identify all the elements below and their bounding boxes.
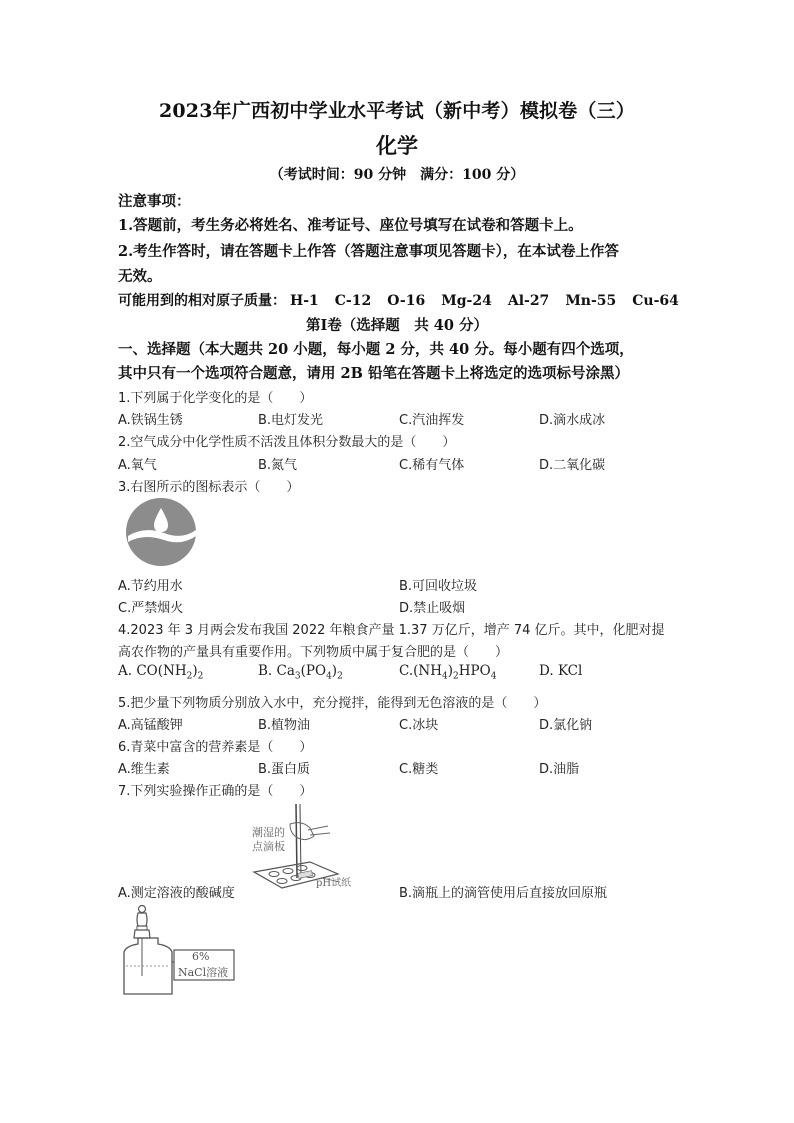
exam-info: （考试时间：90 分钟 满分：100 分）	[269, 167, 525, 183]
atomic-mass-mg: Mg-24	[441, 293, 492, 309]
question-6-option-b[interactable]: B.蛋白质	[258, 762, 311, 777]
notes-heading: 注意事项：	[118, 193, 191, 210]
water-saving-icon	[124, 496, 198, 568]
question-4-option-b[interactable]: B. $Ca_3(PO_4)_2$	[258, 663, 343, 682]
question-3-stem: 3.右图所示的图标表示（ ）	[118, 480, 300, 495]
question-5-option-d[interactable]: D.氯化钠	[539, 718, 593, 733]
question-2-option-a[interactable]: A.氧气	[118, 458, 157, 473]
question-5-option-b[interactable]: B.植物油	[258, 718, 311, 733]
question-1-option-b[interactable]: B.电灯发光	[258, 413, 324, 428]
atomic-mass-mn: Mn-55	[565, 293, 617, 309]
atomic-masses-label: 可能用到的相对原子质量：	[118, 293, 286, 309]
bottle-label-solution: NaCl溶液	[178, 966, 229, 979]
question-5-stem: 5.把少量下列物质分别放入水中，充分搅拌，能得到无色溶液的是（ ）	[118, 696, 547, 711]
question-3-option-c[interactable]: C.严禁烟火	[118, 601, 184, 616]
question-1-option-c[interactable]: C.汽油挥发	[399, 413, 465, 428]
atomic-mass-al: Al-27	[507, 293, 550, 309]
question-3-option-d[interactable]: D.禁止吸烟	[399, 601, 466, 616]
note-item-3: 无效。	[118, 268, 162, 285]
question-6-option-c[interactable]: C.糖类	[399, 762, 439, 777]
atomic-mass-h: H-1	[290, 293, 319, 309]
question-3-option-a[interactable]: A.节约用水	[118, 579, 183, 594]
part1-instructions-line2: 其中只有一个选项符合题意，请用 2B 铅笔在答题卡上将选定的选项标号涂黑）	[118, 365, 629, 382]
question-4-option-d[interactable]: D. KCl	[539, 663, 583, 679]
atomic-mass-c: C-12	[334, 293, 372, 309]
question-2-option-d[interactable]: D.二氧化碳	[539, 458, 606, 473]
question-1-option-d[interactable]: D.滴水成冰	[539, 413, 606, 428]
bottle-label-percent: 6%	[192, 950, 210, 963]
question-1-stem: 1.下列属于化学变化的是（ ）	[118, 391, 313, 406]
atomic-mass-o: O-16	[387, 293, 426, 309]
dropper-bottle-figure	[122, 904, 242, 1000]
part1-instructions-line1: 一、选择题（本大题共 20 小题，每小题 2 分，共 40 分。每小题有四个选项，	[118, 341, 634, 358]
question-6-option-a[interactable]: A.维生素	[118, 762, 170, 777]
ph-label-wet: 潮湿的	[252, 826, 285, 839]
question-6-option-d[interactable]: D.油脂	[539, 762, 580, 777]
question-7-stem: 7.下列实验操作正确的是（ ）	[118, 784, 313, 799]
question-6-stem: 6.青菜中富含的营养素是（ ）	[118, 740, 313, 755]
question-5-option-a[interactable]: A.高锰酸钾	[118, 718, 183, 733]
ph-label-plate: 点滴板	[252, 840, 285, 853]
question-7-option-a[interactable]: A.测定溶液的酸碱度	[118, 886, 235, 901]
question-3-option-b[interactable]: B.可回收垃圾	[399, 579, 478, 594]
ph-label-paper: pH试纸	[316, 878, 352, 889]
volume-title: 第Ⅰ卷（选择题 共 40 分）	[305, 317, 489, 334]
subject-title: 化学	[376, 133, 418, 158]
question-7-option-b[interactable]: B.滴瓶上的滴管使用后直接放回原瓶	[399, 886, 608, 901]
question-4-stem-line2: 高农作物的产量具有重要作用。下列物质中属于复合肥的是（ ）	[118, 645, 509, 660]
note-item-1: 1.答题前，考生务必将姓名、准考证号、座位号填写在试卷和答题卡上。	[118, 217, 583, 234]
question-4-stem-line1: 4.2023 年 3 月两会发布我国 2022 年粮食产量 1.37 万亿斤，增产 74 亿斤。其中，化肥对提	[118, 623, 665, 638]
question-2-option-c[interactable]: C.稀有气体	[399, 458, 465, 473]
question-2-stem: 2.空气成分中化学性质不活泼且体积分数最大的是（ ）	[118, 435, 456, 450]
question-4-option-c[interactable]: $C.(NH_4)_2HPO_4$	[399, 663, 497, 682]
exam-title: 2023年广西初中学业水平考试（新中考）模拟卷（三）	[158, 100, 636, 122]
question-2-option-b[interactable]: B.氮气	[258, 458, 298, 473]
atomic-masses	[118, 290, 678, 310]
question-4-option-a[interactable]: A. $CO(NH_2)_2$	[118, 663, 204, 682]
question-1-option-a[interactable]: A.铁锅生锈	[118, 413, 183, 428]
question-5-option-c[interactable]: C.冰块	[399, 718, 439, 733]
note-item-2: 2.考生作答时，请在答题卡上作答（答题注意事项见答题卡），在本试卷上作答	[118, 243, 619, 260]
atomic-mass-cu: Cu-64	[632, 293, 679, 309]
